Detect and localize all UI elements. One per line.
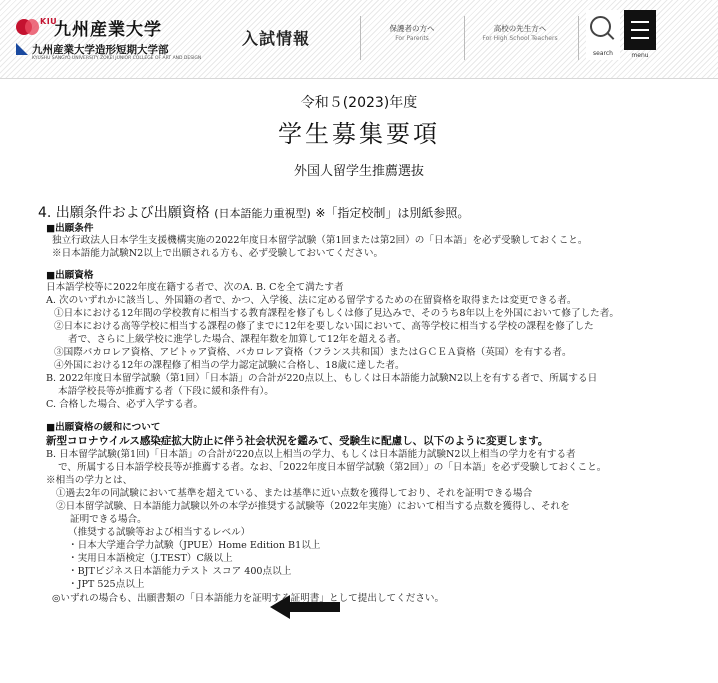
menu-button[interactable] — [624, 10, 656, 50]
section-heading — [38, 202, 469, 222]
document-line: B. 2022年度日本留学試験（第1回）「日本語」の合計が220点以上、もしくは日本語能力試験N2以上を有する者で、所属する日 — [46, 373, 598, 384]
document-line: で、所属する日本語学校長等が推薦する者。なお、「2022年度日本留学試験（第2回）」の「日本語」を必ず受験しておくこと。 — [58, 462, 607, 473]
document-line: 独立行政法人日本学生支援機構実施の2022年度日本留学試験（第1回または第2回）の「日本語」を必ず受験しておくこと。 — [52, 235, 588, 246]
section-title-admission-info[interactable]: 入試情報 — [242, 29, 311, 48]
page-title: 学生募集要項 — [278, 120, 440, 148]
for-teachers-label-en: For High School Teachers — [482, 35, 558, 42]
document-line: ・日本大学連合学力試験（JPUE）Home Edition B1以上 — [68, 540, 321, 551]
document-line: ①過去2年の同試験において基準を超えている、または基準に近い点数を獲得しており、それを証明できる場合 — [56, 488, 533, 499]
document-line: ※相当の学力とは、 — [46, 475, 133, 486]
search-label: search — [593, 50, 613, 57]
logo-kiu-text: KIU — [40, 17, 58, 26]
college-name-en: KYUSHU SANGYO UNIVERSITY ZOKEI JUNIOR COLLEGE OF ART AND DESIGN — [32, 56, 202, 61]
document-line: 証明できる場合。 — [70, 514, 147, 525]
hamburger-icon — [631, 21, 649, 23]
document-line: ・BJTビジネス日本語能力テスト スコア 400点以上 — [68, 566, 292, 577]
document-line: 新型コロナウイルス感染症拡大防止に伴う社会状況を鑑みて、受験生に配慮し、以下のように変更します。 — [46, 435, 549, 447]
site-header — [0, 0, 718, 79]
document-line: ※日本語能力試験N2以上で出願される方も、必ず受験しておいてください。 — [52, 248, 384, 259]
section-subheading: ■出願条件 — [46, 223, 94, 234]
for-parents-label-en: For Parents — [395, 35, 429, 42]
section-heading-paren: (日本語能力重視型) — [214, 207, 311, 220]
document-line: ・実用日本語検定（J.TEST）C級以上 — [68, 553, 233, 564]
document-line: ②日本留学試験、日本語能力試験以外の本学が推奨する試験等（2022年実施）において相当する点数を獲得し、それを — [56, 501, 570, 512]
document-line: （推奨する試験等および相当するレベル） — [68, 527, 251, 538]
university-name: 九州産業大学 — [54, 20, 162, 40]
document-line: ③国際バカロレア資格、アビトゥア資格、バカロレア資格（フランス共和国）またはＧＣＥＡ資格（英国）を有する者。 — [54, 347, 572, 358]
document-line: 者で、さらに上級学校に進学した場合、課程年数を加算して12年を超える者。 — [68, 334, 407, 345]
for-teachers-link[interactable] — [468, 24, 572, 44]
document-line: ・JPT 525点以上 — [68, 579, 145, 590]
section-heading-note: ※「指定校制」は別紙参照。 — [315, 206, 470, 220]
document-line: C. 合格した場合、必ず入学する者。 — [46, 399, 204, 410]
header-divider — [578, 16, 579, 60]
document-line: ②日本における高等学校に相当する課程の修了までに12年を要しない国において、高等学校に相当する学校の課程を修了した — [54, 321, 594, 332]
for-parents-link[interactable] — [364, 24, 460, 44]
for-parents-label: 保護者の方へ — [389, 24, 435, 33]
document-line: A. 次のいずれかに該当し、外国籍の者で、かつ、入学後、法に定める留学するための在留資格を取得または変更できる者。 — [46, 295, 577, 306]
section-subheading: ■出願資格 — [46, 270, 94, 281]
left-arrow-icon — [270, 594, 342, 620]
college-triangle-icon — [16, 43, 28, 55]
document-line: ①日本における12年間の学校教育に相当する教育課程を修了もしくは修了見込みで、そのうち8年以上を外国において修了した者。 — [54, 308, 619, 319]
section-heading-main: 4. 出願条件および出願資格 — [38, 205, 210, 221]
fiscal-year: 令和５(2023)年度 — [300, 95, 418, 111]
search-button[interactable] — [586, 10, 620, 60]
page-subtitle: 外国人留学生推薦選抜 — [293, 164, 424, 179]
document-line: 日本語学校等に2022年度在籍する者で、次のA. B. Cを全て満たす者 — [46, 282, 344, 293]
document-line: 本語学校長等が推薦する者（下段に緩和条件有）。 — [58, 386, 274, 397]
section-subheading: ■出願資格の緩和について — [46, 422, 161, 433]
college-name: 九州産業大学造形短期大学部 — [32, 44, 169, 56]
document-line: ④外国における12年の課程修了相当の学力認定試験に合格し、18歳に達した者。 — [54, 360, 405, 371]
menu-label: menu — [631, 52, 649, 59]
header-divider — [360, 16, 361, 60]
university-logo[interactable] — [16, 16, 216, 64]
document-line: ◎いずれの場合も、出願書類の「日本語能力を証明する証明書」として提出してください。 — [52, 593, 445, 604]
document-line: B. 日本留学試験(第1回)「日本語」の合計が220点以上相当の学力、もしくは日本語能力試験N2以上相当の学力を有する者 — [46, 449, 576, 460]
header-divider — [464, 16, 465, 60]
for-teachers-label: 高校の先生方へ — [493, 24, 547, 33]
kiu-logo-mark-icon — [16, 19, 38, 35]
